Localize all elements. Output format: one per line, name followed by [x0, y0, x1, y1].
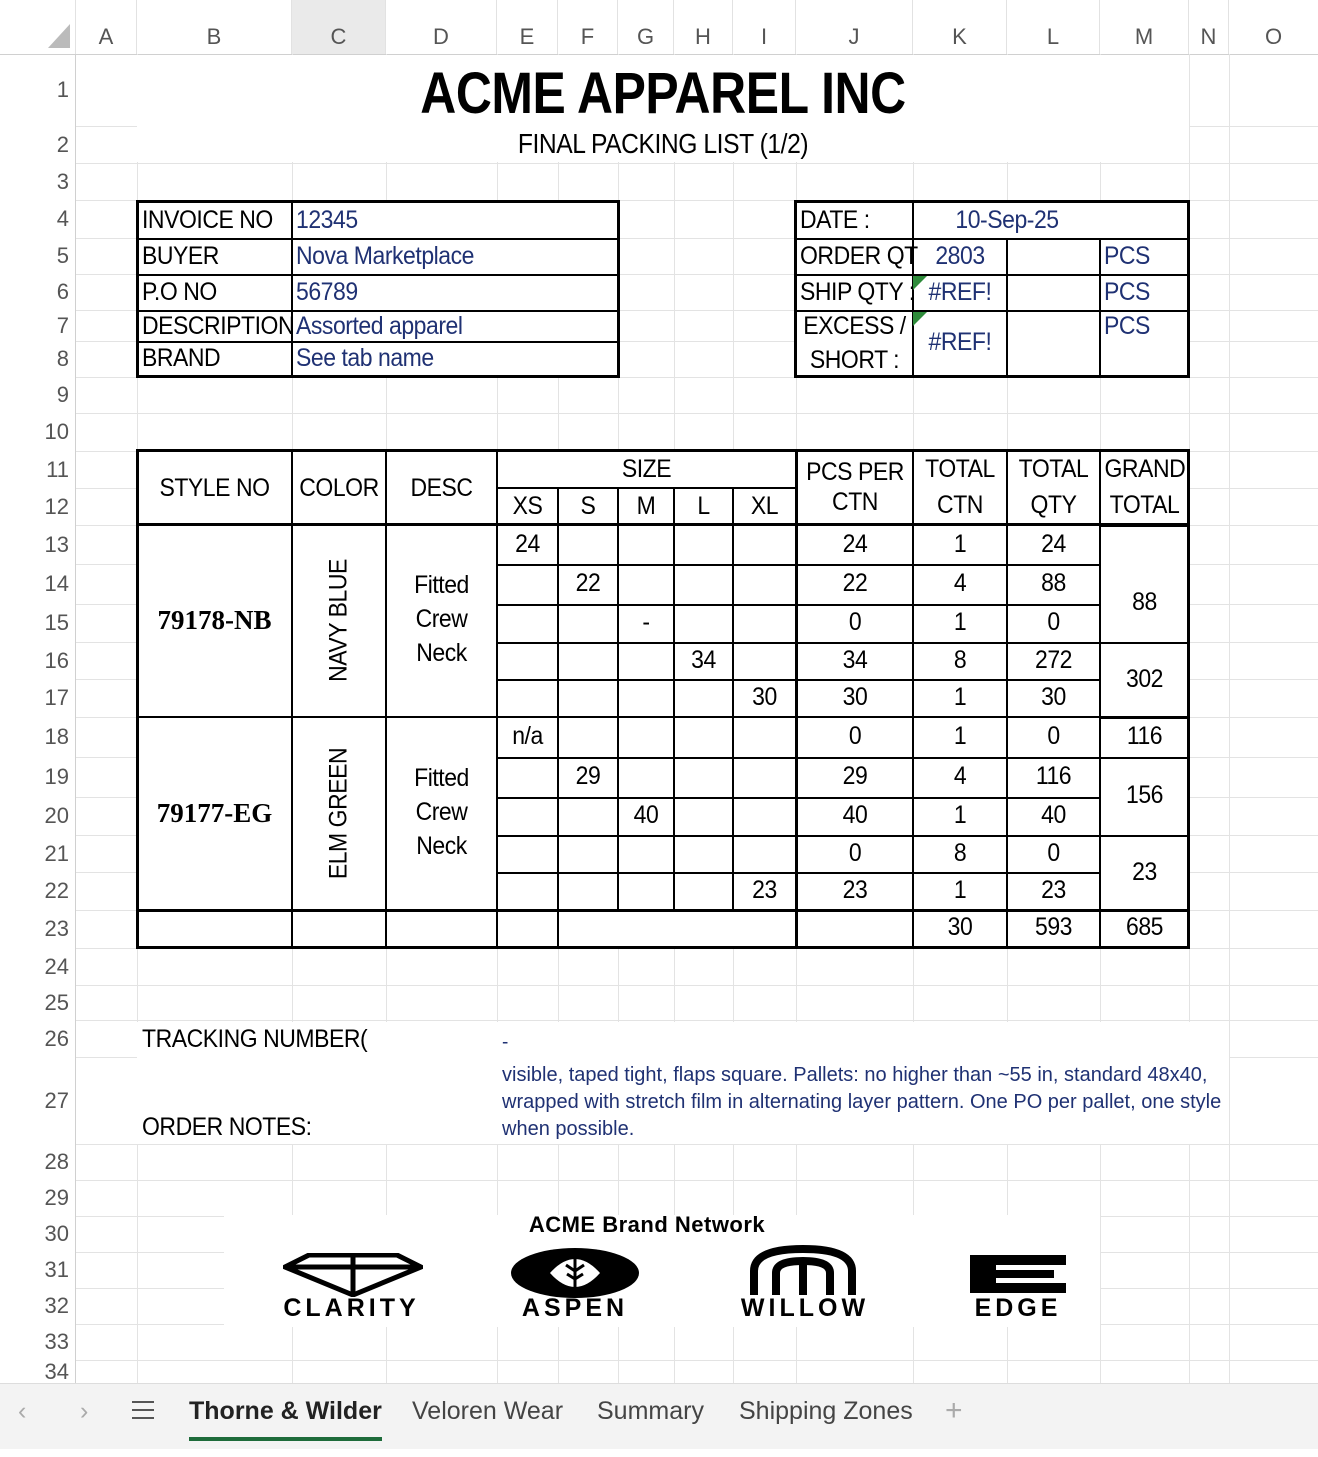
col-header-k[interactable]: K [913, 0, 1007, 54]
brand-network-title: ACME Brand Network [528, 1212, 766, 1237]
row-number: 22 [44, 878, 69, 903]
row-number: 4 [56, 206, 69, 231]
size-qty-cell[interactable]: 24 [515, 529, 540, 558]
col-header-b[interactable]: B [137, 0, 292, 54]
excess-unit: PCS [1104, 312, 1150, 340]
buyer-value[interactable]: Nova Marketplace [296, 242, 475, 270]
order-notes-line[interactable]: when possible. [502, 1118, 635, 1140]
sheet-title: ACME APPAREL INC [420, 61, 906, 126]
row-header[interactable] [0, 200, 76, 238]
clarity-logo-icon [283, 1253, 423, 1297]
size-qty-cell[interactable]: 40 [633, 801, 659, 829]
size-qty-cell[interactable]: 22 [575, 569, 601, 597]
gridline-horizontal [76, 413, 1318, 414]
add-sheet-button[interactable] [945, 1384, 963, 1449]
pcs-per-ctn-cell[interactable]: 0 [848, 608, 862, 636]
ship-qty-unit: PCS [1104, 278, 1150, 306]
pcs-per-ctn-cell[interactable]: 22 [842, 569, 868, 597]
aspen-logo-icon [510, 1247, 640, 1299]
plus-icon: + [945, 1394, 963, 1427]
table-border [496, 487, 796, 489]
col-header-n[interactable]: N [1189, 0, 1229, 54]
row-number: 28 [44, 1149, 69, 1174]
row-number: 15 [44, 610, 69, 635]
col-header-o[interactable]: O [1264, 24, 1283, 49]
row-number: 13 [44, 531, 69, 557]
style-no-cell[interactable]: 79177-EG [156, 797, 273, 828]
border [136, 200, 139, 378]
col-header-i[interactable]: I [733, 0, 796, 54]
buyer-label: BUYER [142, 242, 219, 270]
scroll-tabs-right-button[interactable] [80, 1384, 88, 1449]
row-number: 29 [44, 1185, 69, 1210]
row-header[interactable] [0, 451, 76, 488]
table-border [496, 604, 1100, 606]
col-header-l[interactable]: L [1007, 0, 1100, 54]
total-ctn-cell[interactable]: 1 [953, 683, 967, 711]
header-color: COLOR [299, 474, 379, 502]
row-header[interactable] [0, 757, 76, 797]
invoice-label: INVOICE NO [142, 206, 273, 234]
color-cell[interactable]: NAVY BLUE [324, 559, 353, 682]
error-indicator-icon [913, 312, 927, 326]
size-qty-cell[interactable]: - [642, 608, 650, 636]
ship-qty-value[interactable]: #REF! [928, 278, 992, 306]
border [136, 274, 620, 276]
row-number: 32 [44, 1293, 69, 1318]
table-border [496, 872, 1100, 874]
row-header[interactable] [0, 1360, 76, 1383]
header-size-l: L [697, 492, 710, 520]
order-qty-unit: PCS [1104, 242, 1150, 270]
pcs-per-ctn-cell[interactable]: 40 [842, 801, 868, 829]
row-header[interactable] [0, 1324, 76, 1360]
date-label: DATE : [800, 206, 870, 234]
border [291, 200, 293, 378]
excess-label-line2: SHORT : [809, 346, 900, 374]
tab-thorne-wilder[interactable]: Thorne & Wilder [189, 1384, 382, 1449]
row-number: 19 [44, 764, 69, 789]
row-number: 30 [44, 1221, 69, 1246]
row-number: 10 [44, 419, 69, 444]
row-number: 16 [44, 647, 69, 673]
gridline-horizontal [76, 985, 1318, 986]
brand-value[interactable]: See tab name [296, 344, 434, 372]
grand-total-cell[interactable]: 156 [1125, 781, 1164, 809]
border [794, 200, 797, 378]
pcs-per-ctn-cell[interactable]: 0 [848, 838, 862, 867]
row-number: 17 [44, 685, 69, 710]
row-number: 11 [46, 456, 69, 482]
row-header[interactable] [0, 274, 76, 310]
gridline-horizontal [76, 1020, 1318, 1021]
row-number: 1 [56, 77, 69, 102]
row-header[interactable] [0, 642, 76, 679]
desc-cell[interactable]: Fitted [414, 763, 469, 792]
row-header[interactable] [0, 564, 76, 604]
border [136, 238, 620, 240]
table-border [1099, 642, 1189, 644]
border [1187, 200, 1190, 378]
total-ctn-cell[interactable]: 8 [953, 838, 967, 867]
row-number: 3 [56, 168, 69, 194]
gridline-horizontal [76, 1144, 1318, 1145]
border [794, 274, 1190, 276]
sheet-list-button[interactable] [130, 1384, 156, 1449]
sum-grand-total[interactable]: 685 [1125, 913, 1164, 941]
gridline-horizontal [76, 1180, 1318, 1181]
sum-total-ctn[interactable]: 30 [947, 913, 973, 941]
brand-name: ASPEN [521, 1294, 629, 1322]
scroll-tabs-left-button[interactable] [18, 1384, 26, 1449]
brand-name: WILLOW [740, 1294, 870, 1322]
border [136, 375, 620, 378]
row-number: 2 [56, 131, 69, 157]
chevron-right-icon: › [80, 1397, 89, 1425]
header-size-xs: XS [512, 492, 543, 520]
total-ctn-cell[interactable]: 8 [953, 645, 967, 674]
tab-summary[interactable]: Summary [597, 1397, 704, 1425]
row-header[interactable] [0, 1216, 76, 1252]
table-border [385, 449, 387, 946]
table-border [496, 642, 1100, 644]
grand-total-cell[interactable]: 302 [1125, 664, 1164, 693]
row-header[interactable] [0, 488, 76, 525]
po-value[interactable]: 56789 [296, 278, 358, 306]
row-header[interactable] [0, 985, 76, 1020]
edge-logo-icon [968, 1253, 1068, 1293]
header-total-ctn: CTN [937, 491, 983, 519]
border [794, 200, 1190, 203]
style-no-cell[interactable]: 79178-NB [157, 605, 272, 635]
order-notes-line[interactable]: visible, taped tight, flaps square. Pallets: no higher than ~55 in, standard 48x40, [502, 1064, 1208, 1086]
total-qty-cell[interactable]: 0 [1047, 722, 1060, 750]
row-header[interactable] [0, 679, 76, 717]
order-notes-label: ORDER NOTES: [142, 1113, 312, 1141]
table-border [1099, 757, 1189, 759]
table-border [496, 797, 1100, 799]
total-qty-cell[interactable]: 30 [1041, 683, 1066, 711]
row-header[interactable] [0, 341, 76, 377]
col-header-j[interactable]: J [796, 0, 913, 54]
invoice-value[interactable]: 12345 [296, 206, 358, 234]
table-border [291, 449, 293, 946]
select-all-corner[interactable] [0, 0, 76, 54]
row-header[interactable] [0, 238, 76, 274]
brand-name: EDGE [974, 1294, 1062, 1322]
header-total-qty: QTY [1030, 491, 1077, 519]
total-qty-cell[interactable]: 116 [1035, 762, 1072, 790]
select-all-icon [0, 0, 76, 54]
description-value[interactable]: Assorted apparel [296, 312, 463, 340]
header-desc: DESC [410, 474, 473, 502]
border [794, 238, 1190, 240]
total-ctn-cell[interactable]: 1 [953, 608, 967, 636]
total-qty-cell[interactable]: 23 [1041, 876, 1066, 904]
total-ctn-cell[interactable]: 1 [953, 876, 967, 904]
table-border [557, 910, 559, 946]
desc-cell[interactable]: Fitted [414, 571, 469, 599]
total-qty-cell[interactable]: 24 [1041, 529, 1066, 558]
col-header-f[interactable]: F [558, 0, 618, 54]
row-header[interactable] [0, 835, 76, 872]
excess-label-line1: EXCESS / [803, 312, 906, 340]
header-size-m: M [636, 492, 656, 520]
row-header[interactable] [0, 604, 76, 642]
description-label: DESCRIPTION [142, 312, 295, 340]
grand-total-cell[interactable]: 88 [1132, 588, 1157, 616]
header-total-qty: TOTAL [1018, 455, 1089, 483]
table-border [732, 487, 734, 910]
header-pcs-per-ctn: CTN [832, 488, 878, 516]
tab-veloren-wear[interactable]: Veloren Wear [412, 1397, 564, 1425]
row-header[interactable] [0, 525, 76, 564]
row-header[interactable] [0, 910, 76, 948]
table-border [617, 487, 619, 910]
row-number: 7 [56, 312, 69, 338]
excess-value[interactable]: #REF! [928, 328, 992, 356]
header-style-no: STYLE NO [159, 474, 270, 502]
row-number: 8 [56, 346, 69, 371]
willow-logo-icon [748, 1245, 858, 1297]
header-grand-total: GRAND [1104, 455, 1186, 483]
pcs-per-ctn-cell[interactable]: 0 [848, 722, 862, 750]
size-qty-cell[interactable]: 34 [691, 645, 716, 674]
size-qty-cell[interactable]: n/a [512, 722, 543, 750]
row-header[interactable] [0, 413, 76, 451]
row-number: 33 [44, 1329, 69, 1354]
column-header-bar [0, 0, 1318, 55]
gridline-horizontal [76, 163, 1318, 164]
table-border [557, 487, 559, 910]
row-header[interactable] [0, 1020, 76, 1057]
table-border [496, 679, 1100, 681]
tracking-value[interactable]: - [502, 1032, 508, 1053]
tab-shipping-zones[interactable]: Shipping Zones [739, 1397, 913, 1425]
col-header-e[interactable]: E [497, 0, 558, 54]
total-qty-cell[interactable]: 0 [1047, 838, 1060, 867]
desc-cell[interactable]: Neck [416, 831, 467, 860]
table-border [1099, 835, 1189, 837]
row-header[interactable] [0, 1144, 76, 1180]
row-number: 5 [56, 243, 69, 268]
row-number: 9 [56, 382, 69, 407]
grand-total-cell[interactable]: 23 [1132, 857, 1157, 886]
col-header-c[interactable]: C [292, 0, 386, 54]
row-number: 23 [44, 916, 69, 941]
gridline-horizontal [76, 1360, 1318, 1361]
pcs-per-ctn-cell[interactable]: 34 [842, 645, 868, 674]
col-header-g[interactable]: G [618, 0, 674, 54]
total-qty-cell[interactable]: 272 [1034, 645, 1073, 674]
gridline-vertical [1229, 54, 1230, 1383]
grand-total-cell[interactable]: 116 [1126, 722, 1163, 750]
pcs-per-ctn-cell[interactable]: 30 [842, 683, 868, 711]
table-border [673, 487, 675, 910]
total-ctn-cell[interactable]: 4 [953, 569, 967, 597]
size-qty-cell[interactable]: 23 [752, 876, 777, 904]
table-border [1099, 525, 1189, 527]
row-header[interactable] [0, 797, 76, 835]
row-number: 20 [44, 803, 69, 828]
table-border [496, 757, 1100, 759]
size-qty-cell[interactable]: 29 [575, 762, 601, 790]
sum-total-qty[interactable]: 593 [1034, 913, 1073, 941]
table-border [136, 909, 1190, 912]
brand-label: BRAND [142, 344, 221, 372]
pcs-per-ctn-cell[interactable]: 23 [842, 876, 868, 904]
notes-clipped-line [502, 1056, 1229, 1064]
brand-name: CLARITY [283, 1294, 420, 1322]
total-ctn-cell[interactable]: 1 [953, 801, 967, 829]
pcs-per-ctn-cell[interactable]: 24 [842, 529, 868, 558]
border [136, 341, 620, 343]
pcs-per-ctn-cell[interactable]: 29 [842, 762, 868, 790]
row-number: 18 [44, 724, 69, 749]
table-border [136, 523, 1190, 526]
tracking-label: TRACKING NUMBER( [142, 1025, 368, 1053]
header-size-xl: XL [750, 492, 779, 520]
chevron-left-icon: ‹ [18, 1397, 27, 1425]
row-number: 31 [44, 1257, 69, 1282]
header-pcs-per-ctn: PCS PER [806, 458, 904, 486]
row-number: 34 [44, 1358, 69, 1384]
total-qty-cell[interactable]: 0 [1047, 608, 1060, 636]
total-qty-cell[interactable]: 40 [1041, 801, 1066, 829]
row-number: 14 [44, 571, 69, 596]
row-number: 26 [44, 1025, 69, 1051]
header-total-ctn: TOTAL [925, 455, 995, 483]
border [1006, 238, 1008, 378]
table-border [136, 449, 1190, 452]
ship-qty-label: SHIP QTY : [800, 278, 915, 306]
size-qty-cell[interactable]: 30 [752, 683, 777, 711]
header-size: SIZE [621, 455, 672, 483]
row-header[interactable] [0, 1252, 76, 1288]
row-header[interactable] [0, 54, 76, 126]
table-border [1099, 717, 1189, 719]
order-qty-value[interactable]: 2803 [935, 242, 985, 270]
row-header[interactable] [0, 163, 76, 200]
header-size-s: S [580, 492, 596, 520]
row-number: 12 [44, 493, 69, 519]
col-header-m[interactable]: M [1100, 0, 1189, 54]
table-border [136, 716, 1190, 718]
order-notes-line[interactable]: wrapped with stretch film in alternating layer pattern. One PO per pallet, one style [502, 1091, 1222, 1113]
total-qty-cell[interactable]: 88 [1041, 569, 1066, 597]
desc-cell[interactable]: Crew [415, 797, 468, 826]
row-header[interactable] [0, 1288, 76, 1324]
po-label: P.O NO [142, 278, 217, 306]
row-number: 6 [56, 279, 69, 304]
row-number: 25 [44, 989, 69, 1015]
total-ctn-cell[interactable]: 1 [953, 722, 967, 750]
total-ctn-cell[interactable]: 1 [953, 529, 967, 558]
row-header[interactable] [0, 377, 76, 413]
border [794, 375, 1190, 378]
row-number: 21 [44, 840, 69, 866]
hamburger-menu-icon [130, 1384, 156, 1438]
sheet-tab-bar [0, 1383, 1318, 1449]
row-header[interactable] [0, 126, 76, 163]
row-header[interactable] [0, 1180, 76, 1216]
table-border [496, 564, 1100, 566]
row-header[interactable] [0, 872, 76, 910]
desc-cell[interactable]: Neck [416, 639, 467, 667]
col-header-a[interactable]: A [76, 0, 137, 54]
table-border [496, 835, 1100, 837]
row-header[interactable] [0, 310, 76, 341]
border [617, 200, 620, 378]
row-number: 24 [44, 953, 69, 979]
sheet-subtitle: FINAL PACKING LIST (1/2) [517, 128, 809, 159]
total-ctn-cell[interactable]: 4 [953, 762, 967, 790]
date-value[interactable]: 10-Sep-25 [955, 206, 1059, 234]
col-header-h[interactable]: H [674, 0, 733, 54]
col-header-d[interactable]: D [386, 0, 497, 54]
color-cell[interactable]: ELM GREEN [324, 747, 353, 879]
row-header[interactable] [0, 1057, 76, 1144]
desc-cell[interactable]: Crew [415, 605, 468, 633]
table-border [136, 946, 1190, 949]
order-qty-label: ORDER QT [800, 242, 918, 270]
header-grand-total: TOTAL [1109, 491, 1180, 519]
row-header[interactable] [0, 948, 76, 985]
row-header[interactable] [0, 717, 76, 757]
border [1099, 238, 1101, 378]
border [136, 200, 620, 203]
row-number: 27 [44, 1087, 69, 1113]
